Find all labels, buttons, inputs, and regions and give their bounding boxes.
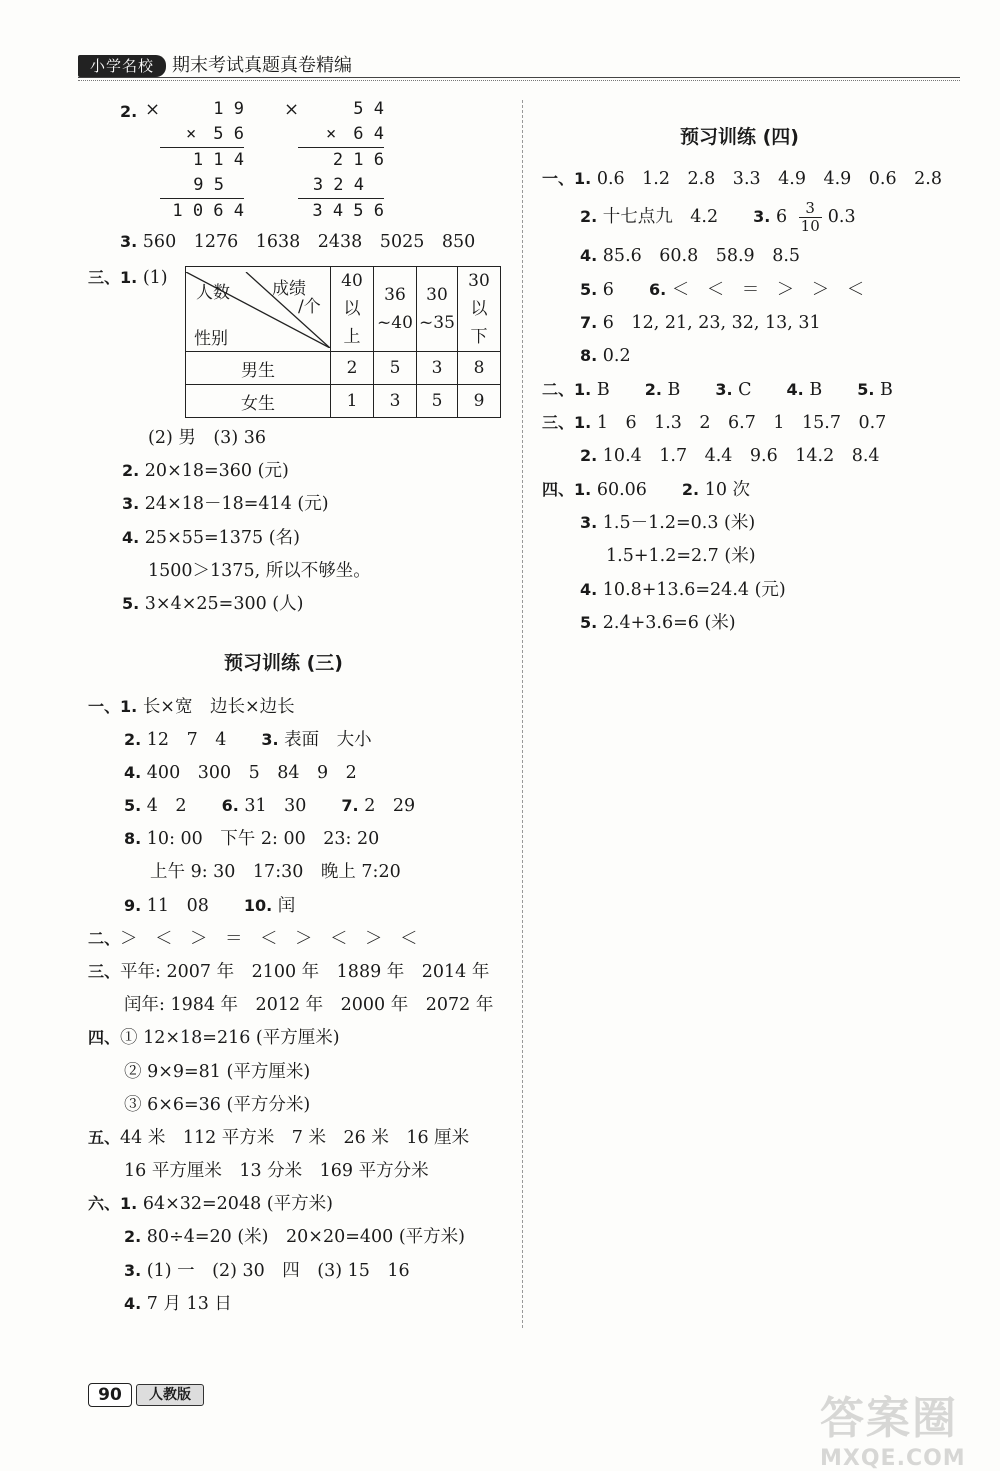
column-divider (522, 100, 523, 1328)
mul1-row: 1 9 (213, 99, 244, 119)
table-cell: 9 (458, 385, 501, 418)
s4-line: 三、1. 1 6 1.3 2 6.7 1 15.7 0.7 (542, 413, 887, 433)
mul1-row: 9 5 (193, 175, 224, 195)
row-label: 女生 (186, 385, 331, 418)
edition-badge: 人教版 (136, 1384, 204, 1406)
col-header: 30 ~35 (417, 267, 458, 352)
fraction: $\frac{3}{10}$ (800, 199, 820, 235)
mul2-row: × 6 4 (326, 124, 384, 144)
s4-line: 1.5+1.2=2.7 (米) (606, 546, 756, 566)
book-title: 期末考试真题真卷精编 (172, 55, 352, 76)
mul2-sign: × (284, 99, 300, 120)
s4-line: 4. 85.6 60.8 58.9 8.5 (580, 246, 801, 266)
s4-line: 4. 10.8+13.6=24.4 (元) (580, 580, 786, 600)
s3-line: 4. 7 月 13 日 (124, 1294, 232, 1314)
corner-bottom: 性别 (194, 329, 228, 349)
s3-line: 四、① 12×18=216 (平方厘米) (88, 1028, 340, 1048)
s4-line: 7. 6 12, 21, 23, 32, 13, 31 (580, 313, 821, 333)
corner-unit: /个 (298, 297, 321, 317)
s4-line: 四、1. 60.06 2. 10 次 (542, 480, 751, 500)
s3-line: 一、1. 长×宽 边长×边长 (88, 697, 295, 717)
s3-line: ② 9×9=81 (平方厘米) (124, 1062, 311, 1082)
s3-line: 9. 11 08 10. 闰 (124, 896, 296, 916)
san-label-line (88, 268, 168, 288)
s3-line: 二、＞ ＜ ＞ ＝ ＜ ＞ ＜ ＞ ＜ (88, 929, 418, 949)
s3-line: 2. 12 7 4 3. 表面 大小 (124, 730, 372, 750)
san-sub: (1) (142, 268, 168, 288)
answer-line: 1500＞1375, 所以不够坐。 (148, 561, 371, 581)
s4-line: 二、1. B 2. B 3. C 4. B 5. B (542, 380, 893, 400)
s4-line: 5. 6 6. ＜ ＜ ＝ ＞ ＞ ＜ (580, 280, 865, 300)
s3-line: 8. 10: 00 下午 2: 00 23: 20 (124, 829, 380, 849)
mul1-row: 1 1 4 (160, 147, 244, 173)
s4-line: 一、1. 0.6 1.2 2.8 3.3 4.9 4.9 0.6 2.8 (542, 169, 942, 189)
s4-line: 3. 1.5－1.2=0.3 (米) (580, 513, 756, 533)
series-badge: 小学名校 (78, 55, 166, 77)
table-cell: 3 (417, 352, 458, 385)
col-header: 36 ~40 (374, 267, 417, 352)
multiplication-2 (298, 97, 384, 224)
q3-text: 560 1276 1638 2438 5025 850 (142, 232, 476, 252)
mul2-row: 5 4 (353, 99, 384, 119)
mul1-row: × 5 6 (186, 124, 244, 144)
table-cell: 8 (458, 352, 501, 385)
s3-line: 六、1. 64×32=2048 (平方米) (88, 1194, 333, 1214)
mul1-row: 1 0 6 4 (160, 198, 244, 224)
s3-line: ③ 6×6=36 (平方分米) (124, 1095, 311, 1115)
section-4-title: 预习训练 (四) (680, 126, 799, 148)
s3-line: 闰年: 1984 年 2012 年 2000 年 2072 年 (124, 995, 494, 1015)
q3-num: 3. (120, 232, 138, 251)
s3-line: 上午 9: 30 17:30 晚上 7:20 (150, 862, 401, 882)
watermark (820, 1382, 985, 1471)
section-3-title: 预习训练 (三) (224, 652, 343, 674)
san-label: 三、 (88, 268, 121, 287)
s4-line: 5. 2.4+3.6=6 (米) (580, 613, 736, 633)
mul2-row: 2 1 6 (298, 147, 384, 173)
table-cell: 5 (374, 352, 417, 385)
col-header: 40 以 上 (331, 267, 374, 352)
mul1-sign: × (145, 99, 161, 120)
corner-left: 人数 (196, 283, 230, 303)
col-header: 30 以 下 (458, 267, 501, 352)
watermark-logo-text: 答案圈 (820, 1393, 958, 1444)
s3-line: 五、44 米 112 平方米 7 米 26 米 16 厘米 (88, 1128, 470, 1148)
table-cell: 1 (331, 385, 374, 418)
table-corner-cell (186, 267, 331, 352)
answer-line: 2. 20×18=360 (元) (122, 461, 289, 481)
multiplication-1 (160, 97, 244, 224)
s3-line: 三、平年: 2007 年 2100 年 1889 年 2014 年 (88, 962, 490, 982)
header-rule (78, 77, 960, 78)
s4-line: 2. 10.4 1.7 4.4 9.6 14.2 8.4 (580, 446, 880, 466)
s3-line: 16 平方厘米 13 分米 169 平方分米 (124, 1161, 429, 1181)
table-cell: 3 (374, 385, 417, 418)
table-cell: 5 (417, 385, 458, 418)
table-cell: 2 (331, 352, 374, 385)
s3-line: 4. 400 300 5 84 9 2 (124, 763, 357, 783)
s3-line: 2. 80÷4=20 (米) 20×20=400 (平方米) (124, 1227, 465, 1247)
q2-label: 2. (120, 102, 138, 121)
score-table (185, 266, 501, 418)
answer-line: 3. 24×18－18=414 (元) (122, 494, 329, 514)
page-number: 90 (88, 1383, 132, 1407)
mul2-row: 3 4 5 6 (298, 198, 384, 224)
answer-line: (2) 男 (3) 36 (148, 428, 266, 448)
row-label: 男生 (186, 352, 331, 385)
answer-line: 4. 25×55=1375 (名) (122, 528, 300, 548)
header-dotted-rule (78, 80, 960, 81)
s4-line: 8. 0.2 (580, 346, 631, 366)
answer-line: 5. 3×4×25=300 (人) (122, 594, 304, 614)
watermark-url: MXQE.COM (820, 1446, 966, 1471)
san-num: 1. (120, 268, 138, 287)
mul2-row: 3 2 4 (312, 175, 364, 195)
q3-line (120, 232, 475, 252)
s4-line: 2. 十七点九 4.2 3. 6 $\frac{3}{10}$ 0.3 (580, 199, 856, 235)
s3-line: 3. (1) 一 (2) 30 四 (3) 15 16 (124, 1261, 410, 1281)
s3-line: 5. 4 2 6. 31 30 7. 2 29 (124, 796, 416, 816)
corner-top: 成绩 (272, 279, 306, 299)
